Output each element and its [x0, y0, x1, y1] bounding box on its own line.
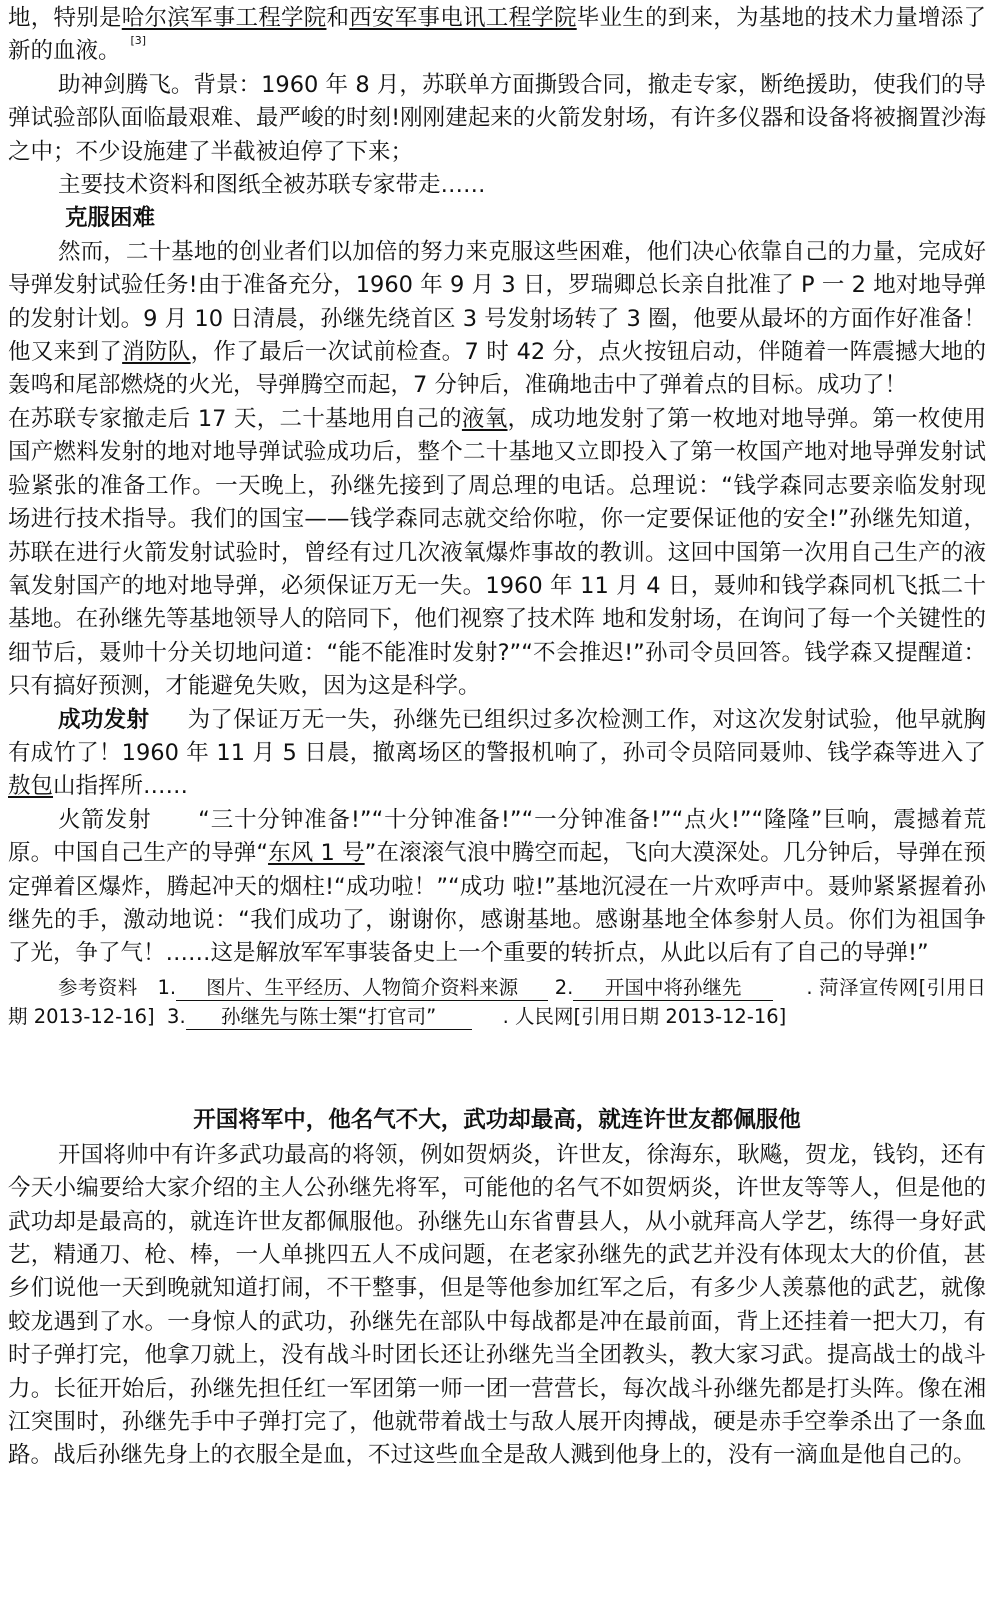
- text: 山指挥所……: [53, 773, 189, 800]
- paragraph-background: 助神剑腾飞。背景：1960 年 8 月，苏联单方面撕毁合同，撤走专家，断绝援助，使我们的导弹试验部队面临最艰难、最严峻的时刻!刚刚建起来的火箭发射场，有许多仪器和设备将被搁置沙海之中；不少设施建了半截被迫停了下来；: [8, 71, 986, 165]
- text: 地，特别是: [8, 5, 122, 31]
- text: 在苏联专家撤走后 17 天，二十基地用自己的: [8, 405, 462, 432]
- citation-3[interactable]: [3]: [130, 34, 147, 48]
- link-fire-brigade[interactable]: 消防队: [122, 339, 191, 366]
- text: 然而，二十基地的创业者们以加倍的努力来克服这些困难，他们决心依靠自己的力量，完成好导弹发射试验任务!由于准备充分，1960 年 9 月 3 日，罗瑞卿总长亲自批准了 P 一 2 地对地导弹的发射计划。9 月 10 日清晨，孙继先绕首区 3 号发射场转了 3 圈，他要从最坏的方面作好准备！他又来到了: [8, 238, 986, 366]
- references: [8, 973, 986, 1031]
- reference-3[interactable]: 孙继先与陈士榘“打官司”: [186, 1005, 472, 1030]
- heading-overcome-difficulties: 克服困难: [65, 205, 156, 232]
- reference-number: 1.: [157, 975, 177, 999]
- text: ，成功地发射了第一枚地对地导弹。第一枚使用国产燃料发射的地对地导弹试验成功后，整个二十基地又立即投入了第一枚国产地对地导弹发射试验紧张的准备工作。一天晚上，孙继先接到了周总理的电话。总理说：“钱学森同志要亲临发射现场进行技术指导。我们的国宝——钱学森同志就交给你啦，你一定要保证他的安全!”孙继先知道，苏联在进行火箭发射试验时，曾经有过几次液氧爆炸事故的教训。这回中国第一次用自己生产的液氧发射国产的地对地导弹，必须保证万无一失。1960 年 11 月 4 日，聂帅和钱学森同机飞抵二十基地。在孙继先等基地领导人的陪同下，他们视察了技术阵 地和发射场，在询问了每一个关键性的细节后，聂帅十分关切地问道：“能不能准时发射?”“不会推迟!”孙司令员回答。钱学森又提醒道：只有搞好预测，才能避免失败，因为这是科学。: [8, 405, 986, 700]
- reference-number: 3.: [167, 1004, 186, 1028]
- link-aobao[interactable]: 敖包: [8, 773, 54, 800]
- text: 和: [326, 5, 350, 31]
- paragraph-liquid-oxygen: [8, 403, 986, 704]
- link-xian-military-telecom-institute[interactable]: 西安军事电讯工程学院: [349, 5, 577, 31]
- reference-1[interactable]: 图片、生平经历、人物简介资料来源: [176, 976, 548, 1001]
- paragraph-rocket-launch: [8, 804, 986, 971]
- reference-3-source: . 人民网[引用日期 2013-12-16]: [502, 1004, 787, 1028]
- article-title: 开国将军中，他名气不大，武功却最高，就连许世友都佩服他: [193, 1106, 801, 1133]
- link-harbin-military-engineering-institute[interactable]: 哈尔滨军事工程学院: [121, 5, 327, 31]
- references-label: 参考资料: [58, 975, 138, 999]
- paragraph-martial-arts: 开国将帅中有许多武功最高的将领，例如贺炳炎，许世友，徐海东，耿飚，贺龙，钱钧，还有今天小编要给大家介绍的主人公孙继先将军，可能他的名气不如贺炳炎，许世友等等人，但是他的武功却是最高的，就连许世友都佩服他。孙继先山东省曹县人，从小就拜高人学艺，练得一身好武艺，精通刀、枪、棒，一人单挑四五人不成问题，在老家孙继先的武艺并没有体现太大的价值，甚乡们说他一天到晚就知道打闹，不干整事，但是等他参加红军之后，有多少人羡慕他的武艺，就像蛟龙遇到了水。一身惊人的武功，孙继先在部队中每战都是冲在最前面，背上还挂着一把大刀，有时子弹打完，他拿刀就上，没有战斗时团长还让孙继先当全团教头，教大家习武。提高战士的战斗力。长征开始后，孙继先担任红一军团第一师一团一营营长，每次战斗孙继先都是打头阵。像在湘江突围时，孙继先手中子弹打完了，他就带着战士与敌人展开肉搏战，硬是赤手空拳杀出了一条血路。战后孙继先身上的衣服全是血，不过这些血全是敌人溅到他身上的，没有一滴血是他自己的。: [8, 1141, 986, 1469]
- paragraph-documents-taken: 主要技术资料和图纸全被苏联专家带走……: [58, 172, 486, 199]
- paragraph-first-launch: [8, 236, 986, 403]
- link-dongfeng-1[interactable]: 东风 1 号: [268, 840, 365, 867]
- text: 火箭发射 “三十分钟准备!”“十分钟准备!”“一分钟准备!”“点火!”“隆隆”巨响，震撼着荒原。中国自己生产的导弹“: [8, 806, 986, 867]
- link-liquid-oxygen[interactable]: 液氧: [461, 405, 508, 432]
- paragraph-successful-launch: [8, 704, 986, 804]
- text: ，作了最后一次试前检查。7 时 42 分，点火按钮启动，伴随着一阵震撼大地的轰鸣和尾部燃烧的火光，导弹腾空而起，7 分钟后，准确地击中了弹着点的目标。成功了！: [8, 339, 986, 399]
- text: 为了保证万无一失，孙继先已组织过多次检测工作，对这次发射试验，他早就胸有成竹了！1960 年 11 月 5 日晨，撤离场区的警报机响了，孙司令员陪同聂帅、钱学森等进入了: [8, 706, 986, 766]
- heading-successful-launch: 成功发射: [58, 706, 150, 733]
- reference-2-source: . 菏泽宣传网[引用日期 2013-12-16]: [8, 975, 986, 1028]
- paragraph-graduates: [8, 2, 986, 69]
- text: ”在滚滚气浪中腾空而起，飞向大漠深处。几分钟后，导弹在预定弹着区爆炸，腾起冲天的烟柱!“成功啦！”“成功 啦!”基地沉浸在一片欢呼声中。聂帅紧紧握着孙继先的手，激动地说：“我们成功了，谢谢你，感谢基地。感谢基地全体参射人员。你们为祖国争了光，争了气！……这是解放军军事装备史上一个重要的转折点，从此以后有了自己的导弹!”: [8, 840, 986, 967]
- reference-2[interactable]: 开国中将孙继先: [573, 976, 773, 1001]
- text: 毕业生的到来，为基地的技术力量增添了新的血液。: [8, 5, 986, 65]
- reference-number: 2.: [554, 975, 574, 999]
